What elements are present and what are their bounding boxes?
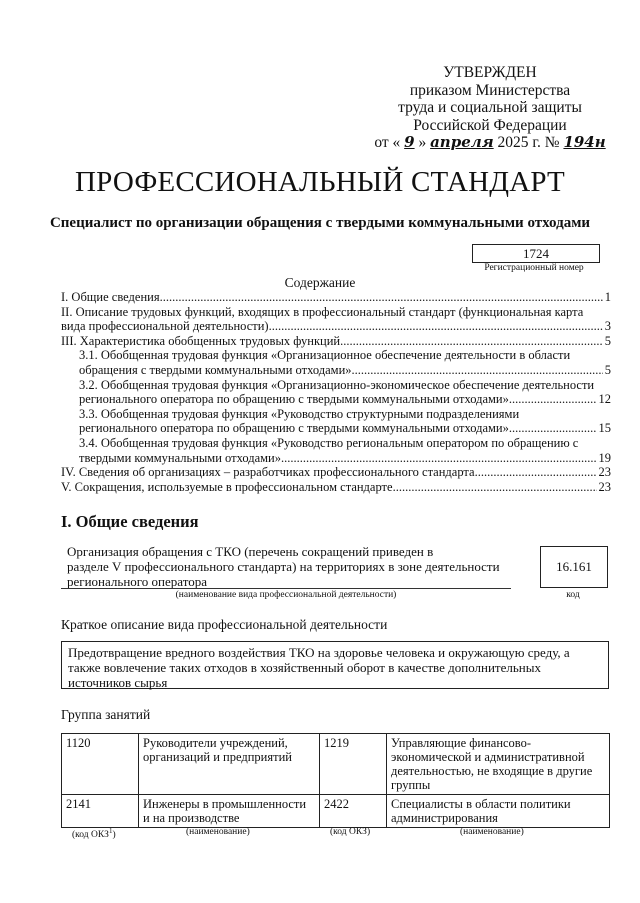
date-month: апреля: [430, 133, 494, 151]
occupation-group-label: Группа занятий: [61, 707, 151, 722]
registration-number: 1724: [472, 244, 600, 263]
table-of-contents: [61, 290, 611, 494]
toc-title: Содержание: [284, 275, 356, 290]
caption-name-2: (наименование): [460, 827, 524, 837]
toc-text: 3.1. Обобщенная трудовая функция «Организационное обеспечение деятельности в области: [79, 348, 571, 363]
approval-line-1: приказом Министерства: [409, 81, 571, 99]
toc-page: 12: [598, 392, 611, 407]
okz-name: Управляющие финансово-экономической и административной деятельностью, не входящие в другие группы: [387, 734, 610, 795]
toc-page: 15: [598, 421, 611, 436]
activity-underline: [61, 588, 511, 589]
toc-text: V. Сокращения, используемые в профессиональном стандарте: [61, 479, 393, 494]
date-day: 9: [404, 133, 415, 151]
date-year: 2025 г. №: [497, 134, 560, 151]
approval-date: [360, 134, 620, 152]
toc-text: 3.3. Обобщенная трудовая функция «Руководство структурными подразделениями: [79, 406, 520, 421]
okz-code: 1120: [62, 734, 139, 795]
caption-name-1: (наименование): [186, 827, 250, 837]
activity-caption: (наименование вида профессиональной деятельности): [175, 590, 397, 600]
section-heading: I. Общие сведения: [61, 512, 199, 531]
toc-text: 3.2. Обобщенная трудовая функция «Организационно-экономическое обеспечение деятельности: [79, 377, 595, 392]
brief-description-label: Краткое описание вида профессиональной деятельности: [61, 617, 388, 632]
toc-entry-3-1[interactable]: [61, 348, 611, 377]
activity-code: 16.161: [540, 546, 608, 588]
document-subtitle: Специалист по организации обращения с твердыми коммунальными отходами: [49, 215, 591, 231]
toc-page: 5: [604, 362, 611, 377]
order-number: 194н: [563, 133, 606, 151]
toc-text: регионального оператора по обращению с твердыми коммунальными отходами»: [79, 421, 509, 436]
toc-entry-i[interactable]: [61, 290, 611, 305]
approval-title: УТВЕРЖДЕН: [443, 64, 537, 81]
toc-entry-ii[interactable]: [61, 319, 611, 334]
toc-text: IV. Сведения об организациях – разработчиках профессионального стандарта: [61, 465, 475, 480]
toc-text: обращения с твердыми коммунальными отходами»: [79, 362, 352, 377]
okz-code: 2422: [320, 795, 387, 828]
okz-code: 1219: [320, 734, 387, 795]
activity-name: [67, 545, 512, 589]
activity-line-2: разделе V профессионального стандарта) на территориях в зоне деятельности: [67, 558, 500, 574]
okz-code: 2141: [62, 795, 139, 828]
toc-page: 19: [598, 450, 611, 465]
approval-line-3: Российской Федерации: [413, 116, 567, 134]
occupation-group-table: [61, 733, 610, 828]
toc-text: I. Общие сведения: [61, 290, 160, 304]
toc-entry-ii-line1: II. Описание трудовых функций, входящих в профессиональный стандарт (функциональная карта: [61, 304, 584, 319]
okz-name: Руководители учреждений, организаций и предприятий: [139, 734, 320, 795]
toc-entry-v[interactable]: [61, 480, 611, 495]
activity-line-1: Организация обращения с ТКО (перечень сокращений приведен в: [67, 544, 434, 559]
toc-text: регионального оператора по обращению с твердыми коммунальными отходами»: [79, 392, 509, 407]
toc-text: III. Характеристика обобщенных трудовых функций: [61, 333, 341, 348]
toc-text: вида профессиональной деятельности): [61, 319, 269, 334]
table-row: [62, 795, 610, 828]
toc-entry-iv[interactable]: [61, 465, 611, 480]
caption-code-1: (код ОКЗ$^1$): [72, 827, 116, 841]
okz-name: Специалисты в области политики администрирования: [387, 795, 610, 828]
toc-page: 5: [604, 333, 611, 348]
toc-page: 23: [598, 479, 611, 494]
date-mid: »: [418, 134, 427, 151]
toc-entry-3-2[interactable]: [61, 378, 611, 407]
toc-text: 3.4. Обобщенная трудовая функция «Руководство региональным оператором по обращению с: [79, 435, 579, 450]
date-prefix: от «: [374, 134, 401, 151]
toc-page: 3: [604, 319, 611, 334]
toc-page: 1: [604, 290, 611, 304]
caption-code-2: (код ОКЗ): [330, 827, 371, 837]
table-row: [62, 734, 610, 795]
toc-entry-3-3[interactable]: [61, 407, 611, 436]
toc-text: твердыми коммунальными отходами»: [79, 450, 281, 465]
activity-code-caption: код: [566, 590, 580, 600]
document-title: ПРОФЕССИОНАЛЬНЫЙ СТАНДАРТ: [75, 166, 565, 198]
approval-line-2: труда и социальной защиты: [398, 99, 582, 116]
toc-page: 23: [598, 465, 611, 480]
toc-entry-iii[interactable]: [61, 334, 611, 349]
brief-description: Предотвращение вредного воздействия ТКО на здоровье человека и окружающую среду, а также вовлечение таких отходов в хозяйственный оборот в качестве дополнительных источников сырья: [61, 641, 609, 689]
activity-line-3: регионального оператора: [67, 573, 207, 589]
okz-name: Инженеры в промышленности и на производстве: [139, 795, 320, 828]
approval-stamp: [360, 64, 620, 152]
toc-entry-3-4[interactable]: [61, 436, 611, 465]
registration-caption: Регистрационный номер: [484, 263, 584, 273]
